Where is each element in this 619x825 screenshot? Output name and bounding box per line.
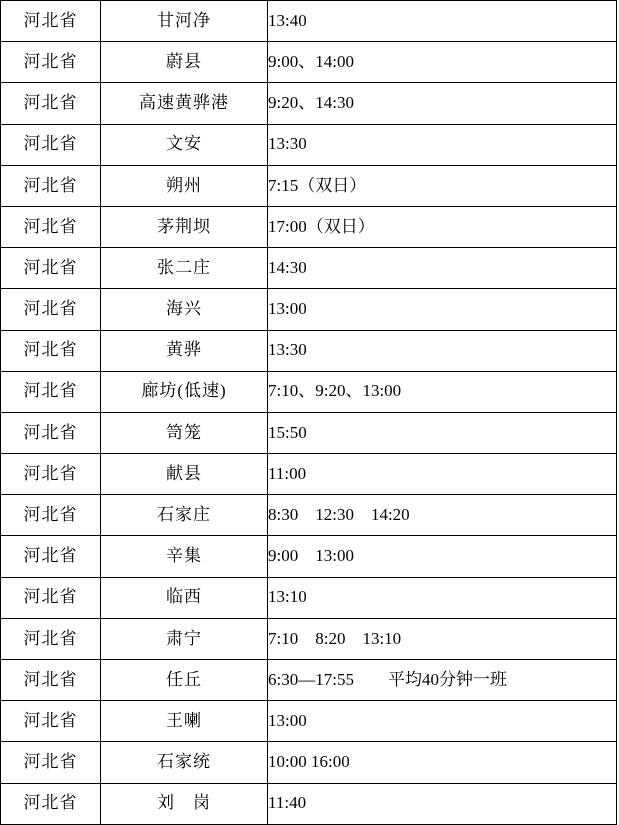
cell-times: 9:20、14:30 <box>268 83 617 124</box>
cell-destination: 任丘 <box>101 660 268 701</box>
cell-province: 河北省 <box>1 1 101 42</box>
cell-destination: 廊坊(低速) <box>101 371 268 412</box>
cell-times: 14:30 <box>268 248 617 289</box>
cell-times: 6:30—17:55 平均40分钟一班 <box>268 660 617 701</box>
cell-destination: 辛集 <box>101 536 268 577</box>
cell-times: 8:30 12:30 14:20 <box>268 495 617 536</box>
table-row <box>1 783 617 824</box>
cell-destination: 石家统 <box>101 742 268 783</box>
cell-province: 河北省 <box>1 289 101 330</box>
table-row <box>1 42 617 83</box>
cell-destination: 甘河净 <box>101 1 268 42</box>
cell-destination: 张二庄 <box>101 248 268 289</box>
table-row <box>1 618 617 659</box>
table-row <box>1 248 617 289</box>
cell-times: 7:10 8:20 13:10 <box>268 618 617 659</box>
table-row <box>1 412 617 453</box>
cell-times: 10:00 16:00 <box>268 742 617 783</box>
cell-province: 河北省 <box>1 660 101 701</box>
table-row <box>1 330 617 371</box>
table-row <box>1 742 617 783</box>
table-row <box>1 536 617 577</box>
cell-destination: 黄骅 <box>101 330 268 371</box>
table-row <box>1 701 617 742</box>
table-row <box>1 165 617 206</box>
cell-times: 13:40 <box>268 1 617 42</box>
cell-times: 13:00 <box>268 289 617 330</box>
cell-province: 河北省 <box>1 83 101 124</box>
cell-destination: 海兴 <box>101 289 268 330</box>
table-row <box>1 1 617 42</box>
cell-province: 河北省 <box>1 206 101 247</box>
cell-times: 7:10、9:20、13:00 <box>268 371 617 412</box>
cell-province: 河北省 <box>1 701 101 742</box>
cell-province: 河北省 <box>1 783 101 824</box>
cell-destination: 蔚县 <box>101 42 268 83</box>
cell-province: 河北省 <box>1 536 101 577</box>
cell-times: 13:10 <box>268 577 617 618</box>
cell-destination: 临西 <box>101 577 268 618</box>
cell-province: 河北省 <box>1 42 101 83</box>
table-row <box>1 495 617 536</box>
cell-times: 13:30 <box>268 124 617 165</box>
cell-province: 河北省 <box>1 577 101 618</box>
cell-province: 河北省 <box>1 248 101 289</box>
table-row <box>1 206 617 247</box>
cell-destination: 朔州 <box>101 165 268 206</box>
cell-destination: 献县 <box>101 454 268 495</box>
table-row <box>1 124 617 165</box>
table-body <box>1 1 617 825</box>
cell-destination: 文安 <box>101 124 268 165</box>
cell-destination: 刘 岗 <box>101 783 268 824</box>
cell-times: 13:30 <box>268 330 617 371</box>
cell-destination: 茅荆坝 <box>101 206 268 247</box>
cell-province: 河北省 <box>1 454 101 495</box>
cell-destination: 石家庄 <box>101 495 268 536</box>
cell-destination: 肃宁 <box>101 618 268 659</box>
cell-times: 7:15（双日） <box>268 165 617 206</box>
cell-destination: 高速黄骅港 <box>101 83 268 124</box>
cell-province: 河北省 <box>1 742 101 783</box>
table-row <box>1 289 617 330</box>
table-row <box>1 83 617 124</box>
cell-province: 河北省 <box>1 618 101 659</box>
cell-times: 9:00、14:00 <box>268 42 617 83</box>
table-row <box>1 660 617 701</box>
cell-province: 河北省 <box>1 495 101 536</box>
cell-times: 11:00 <box>268 454 617 495</box>
cell-province: 河北省 <box>1 371 101 412</box>
cell-times: 9:00 13:00 <box>268 536 617 577</box>
cell-times: 15:50 <box>268 412 617 453</box>
table-row <box>1 371 617 412</box>
cell-times: 13:00 <box>268 701 617 742</box>
cell-destination: 笥笼 <box>101 412 268 453</box>
table-row <box>1 577 617 618</box>
cell-times: 17:00（双日） <box>268 206 617 247</box>
cell-province: 河北省 <box>1 412 101 453</box>
cell-province: 河北省 <box>1 124 101 165</box>
cell-destination: 王喇 <box>101 701 268 742</box>
table-row <box>1 454 617 495</box>
cell-times: 11:40 <box>268 783 617 824</box>
cell-province: 河北省 <box>1 165 101 206</box>
cell-province: 河北省 <box>1 330 101 371</box>
